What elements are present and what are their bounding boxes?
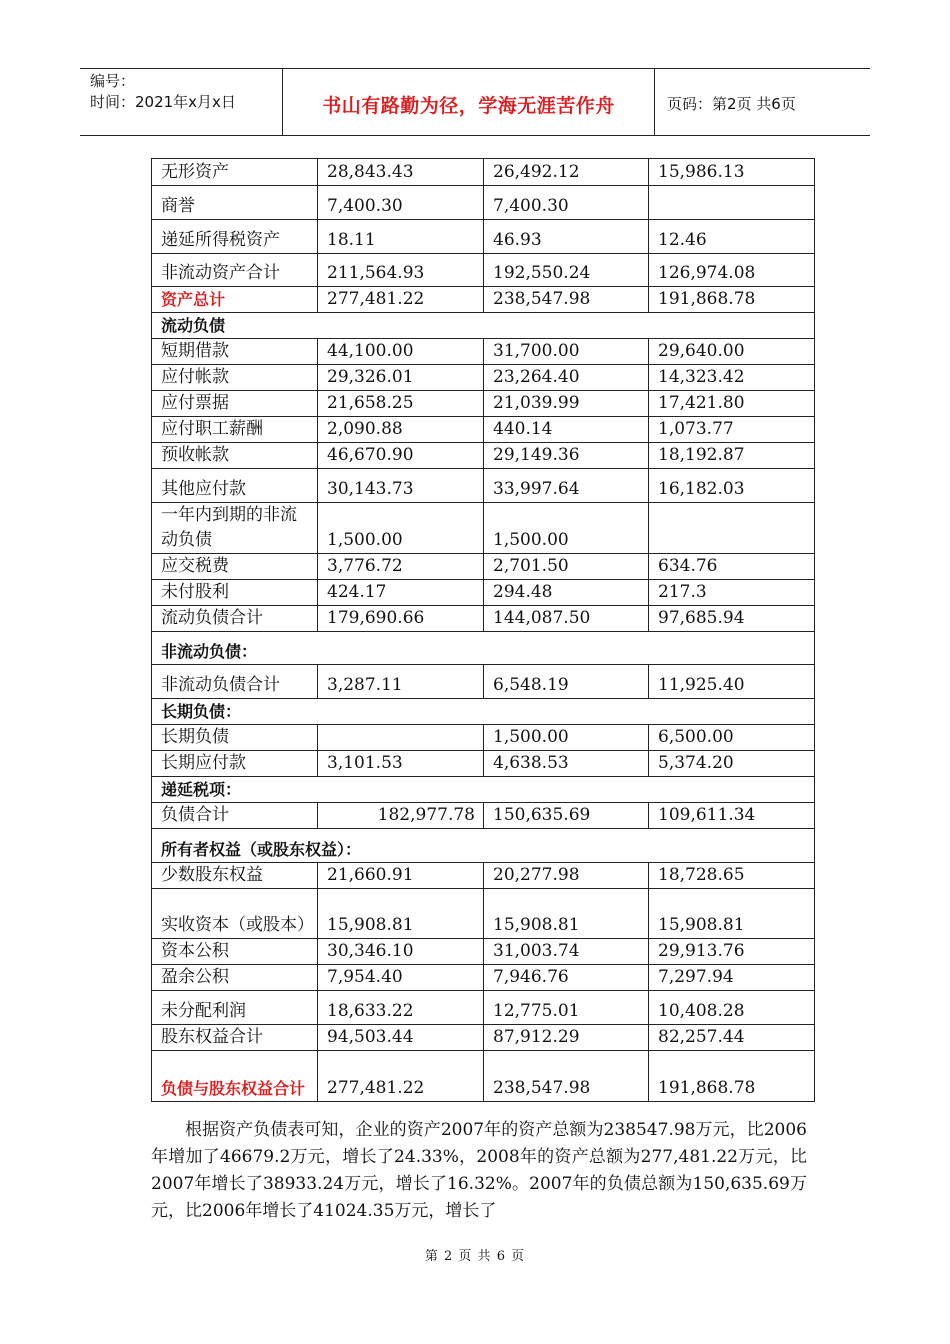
header-motto: 书山有路勤为径，学海无涯苦作舟 xyxy=(283,69,655,135)
value-cell: 2,090.88 xyxy=(318,417,484,443)
value-cell xyxy=(649,186,815,220)
value-cell: 20,277.98 xyxy=(484,863,649,889)
value-cell: 238,547.98 xyxy=(484,287,649,313)
row-label: 流动负债合计 xyxy=(152,606,318,632)
row-label: 无形资产 xyxy=(152,159,318,186)
value-cell: 15,908.81 xyxy=(318,889,484,939)
value-cell: 33,997.64 xyxy=(484,469,649,503)
page-header xyxy=(80,68,870,136)
row-label: 应交税费 xyxy=(152,554,318,580)
value-cell: 1,073.77 xyxy=(649,417,815,443)
value-cell: 7,954.40 xyxy=(318,965,484,991)
row-label: 商誉 xyxy=(152,186,318,220)
table-row xyxy=(152,159,815,186)
value-cell: 21,658.25 xyxy=(318,391,484,417)
value-cell: 26,492.12 xyxy=(484,159,649,186)
value-cell: 191,868.78 xyxy=(649,1051,815,1102)
table-row xyxy=(152,803,815,829)
value-cell: 18,728.65 xyxy=(649,863,815,889)
value-cell xyxy=(649,503,815,554)
value-cell: 5,374.20 xyxy=(649,751,815,777)
value-cell: 30,346.10 xyxy=(318,939,484,965)
value-cell: 28,843.43 xyxy=(318,159,484,186)
value-cell: 29,326.01 xyxy=(318,365,484,391)
table-row xyxy=(152,554,815,580)
value-cell: 21,660.91 xyxy=(318,863,484,889)
value-cell: 23,264.40 xyxy=(484,365,649,391)
value-cell: 29,640.00 xyxy=(649,339,815,365)
row-label: 短期借款 xyxy=(152,339,318,365)
row-label: 其他应付款 xyxy=(152,469,318,503)
row-label: 盈余公积 xyxy=(152,965,318,991)
header-meta xyxy=(80,69,283,135)
value-cell: 3,287.11 xyxy=(318,665,484,699)
table-row xyxy=(152,391,815,417)
value-cell: 97,685.94 xyxy=(649,606,815,632)
table-row xyxy=(152,606,815,632)
value-cell: 29,149.36 xyxy=(484,443,649,469)
row-label: 少数股东权益 xyxy=(152,863,318,889)
value-cell: 15,986.13 xyxy=(649,159,815,186)
value-cell: 46.93 xyxy=(484,220,649,254)
value-cell: 31,700.00 xyxy=(484,339,649,365)
row-label: 资产总计 xyxy=(152,287,318,313)
value-cell: 634.76 xyxy=(649,554,815,580)
row-label: 应付帐款 xyxy=(152,365,318,391)
row-label: 股东权益合计 xyxy=(152,1025,318,1051)
table-row xyxy=(152,287,815,313)
value-cell: 211,564.93 xyxy=(318,254,484,287)
table-row xyxy=(152,751,815,777)
value-cell: 44,100.00 xyxy=(318,339,484,365)
value-cell: 18.11 xyxy=(318,220,484,254)
section-heading: 流动负债 xyxy=(152,313,815,339)
value-cell: 7,946.76 xyxy=(484,965,649,991)
value-cell: 182,977.78 xyxy=(318,803,484,829)
value-cell: 6,500.00 xyxy=(649,725,815,751)
section-heading: 递延税项： xyxy=(152,777,815,803)
row-label: 负债与股东权益合计 xyxy=(152,1051,318,1102)
row-label: 未分配利润 xyxy=(152,991,318,1025)
value-cell: 15,908.81 xyxy=(649,889,815,939)
value-cell: 217.3 xyxy=(649,580,815,606)
value-cell: 11,925.40 xyxy=(649,665,815,699)
row-label: 非流动负债合计 xyxy=(152,665,318,699)
table-row xyxy=(152,725,815,751)
value-cell: 12.46 xyxy=(649,220,815,254)
value-cell: 191,868.78 xyxy=(649,287,815,313)
row-label: 资本公积 xyxy=(152,939,318,965)
table-row xyxy=(152,1025,815,1051)
section-heading: 非流动负债： xyxy=(152,632,815,665)
value-cell: 277,481.22 xyxy=(318,1051,484,1102)
table-row xyxy=(152,991,815,1025)
header-page-code: 页码：第2页 共6页 xyxy=(667,94,796,113)
value-cell: 3,101.53 xyxy=(318,751,484,777)
value-cell: 7,400.30 xyxy=(318,186,484,220)
value-cell: 277,481.22 xyxy=(318,287,484,313)
row-label: 一年内到期的非流动负债 xyxy=(152,503,318,554)
value-cell: 126,974.08 xyxy=(649,254,815,287)
row-label: 递延所得税资产 xyxy=(152,220,318,254)
value-cell: 29,913.76 xyxy=(649,939,815,965)
value-cell: 150,635.69 xyxy=(484,803,649,829)
value-cell: 109,611.34 xyxy=(649,803,815,829)
value-cell: 18,633.22 xyxy=(318,991,484,1025)
table-row xyxy=(152,580,815,606)
value-cell: 1,500.00 xyxy=(318,503,484,554)
row-label: 负债合计 xyxy=(152,803,318,829)
table-row xyxy=(152,339,815,365)
value-cell: 424.17 xyxy=(318,580,484,606)
value-cell: 94,503.44 xyxy=(318,1025,484,1051)
value-cell: 87,912.29 xyxy=(484,1025,649,1051)
section-row xyxy=(152,699,815,725)
page-footer: 第 2 页 共 6 页 xyxy=(424,1249,526,1264)
balance-sheet-table xyxy=(151,158,815,1102)
table-row xyxy=(152,186,815,220)
value-cell: 294.48 xyxy=(484,580,649,606)
table-row xyxy=(152,417,815,443)
value-cell: 12,775.01 xyxy=(484,991,649,1025)
table-row xyxy=(152,939,815,965)
value-cell: 238,547.98 xyxy=(484,1051,649,1102)
value-cell: 31,003.74 xyxy=(484,939,649,965)
row-label: 实收资本（或股本） xyxy=(152,889,318,939)
table-row xyxy=(152,965,815,991)
table-row xyxy=(152,365,815,391)
balance-sheet-body xyxy=(152,159,815,1102)
table-row xyxy=(152,1051,815,1102)
value-cell: 14,323.42 xyxy=(649,365,815,391)
row-label: 预收帐款 xyxy=(152,443,318,469)
table-row xyxy=(152,665,815,699)
value-cell: 179,690.66 xyxy=(318,606,484,632)
value-cell: 3,776.72 xyxy=(318,554,484,580)
value-cell: 21,039.99 xyxy=(484,391,649,417)
row-label: 应付票据 xyxy=(152,391,318,417)
table-row xyxy=(152,220,815,254)
value-cell: 4,638.53 xyxy=(484,751,649,777)
value-cell: 30,143.73 xyxy=(318,469,484,503)
value-cell xyxy=(318,725,484,751)
section-row xyxy=(152,632,815,665)
value-cell: 7,297.94 xyxy=(649,965,815,991)
value-cell: 15,908.81 xyxy=(484,889,649,939)
number-label: 编号： xyxy=(90,72,136,90)
table-row xyxy=(152,863,815,889)
time-label: 时间：2021年x月x日 xyxy=(90,93,236,111)
row-label: 未付股利 xyxy=(152,580,318,606)
analysis-paragraph: 根据资产负债表可知，企业的资产2007年的资产总额为238547.98万元，比2006年增加了46679.2万元，增长了24.33%，2008年的资产总额为277,481.22万元，比2007年增长了38933.24万元，增长了16.32%。2007年的负债总额为150,635.69万元，比2006年增长了41024.35万元，增长了 xyxy=(151,1120,807,1221)
section-row xyxy=(152,313,815,339)
value-cell: 16,182.03 xyxy=(649,469,815,503)
table-row xyxy=(152,469,815,503)
table-row xyxy=(152,254,815,287)
value-cell: 82,257.44 xyxy=(649,1025,815,1051)
section-row xyxy=(152,777,815,803)
section-heading: 长期负债： xyxy=(152,699,815,725)
row-label: 非流动资产合计 xyxy=(152,254,318,287)
section-heading: 所有者权益（或股东权益）： xyxy=(152,829,815,863)
value-cell: 2,701.50 xyxy=(484,554,649,580)
value-cell: 17,421.80 xyxy=(649,391,815,417)
row-label: 长期负债 xyxy=(152,725,318,751)
section-row xyxy=(152,829,815,863)
value-cell: 192,550.24 xyxy=(484,254,649,287)
table-row xyxy=(152,889,815,939)
value-cell: 144,087.50 xyxy=(484,606,649,632)
value-cell: 7,400.30 xyxy=(484,186,649,220)
value-cell: 18,192.87 xyxy=(649,443,815,469)
table-row xyxy=(152,503,815,554)
value-cell: 46,670.90 xyxy=(318,443,484,469)
row-label: 应付职工薪酬 xyxy=(152,417,318,443)
value-cell: 10,408.28 xyxy=(649,991,815,1025)
value-cell: 1,500.00 xyxy=(484,725,649,751)
table-row xyxy=(152,443,815,469)
value-cell: 6,548.19 xyxy=(484,665,649,699)
row-label: 长期应付款 xyxy=(152,751,318,777)
value-cell: 1,500.00 xyxy=(484,503,649,554)
value-cell: 440.14 xyxy=(484,417,649,443)
